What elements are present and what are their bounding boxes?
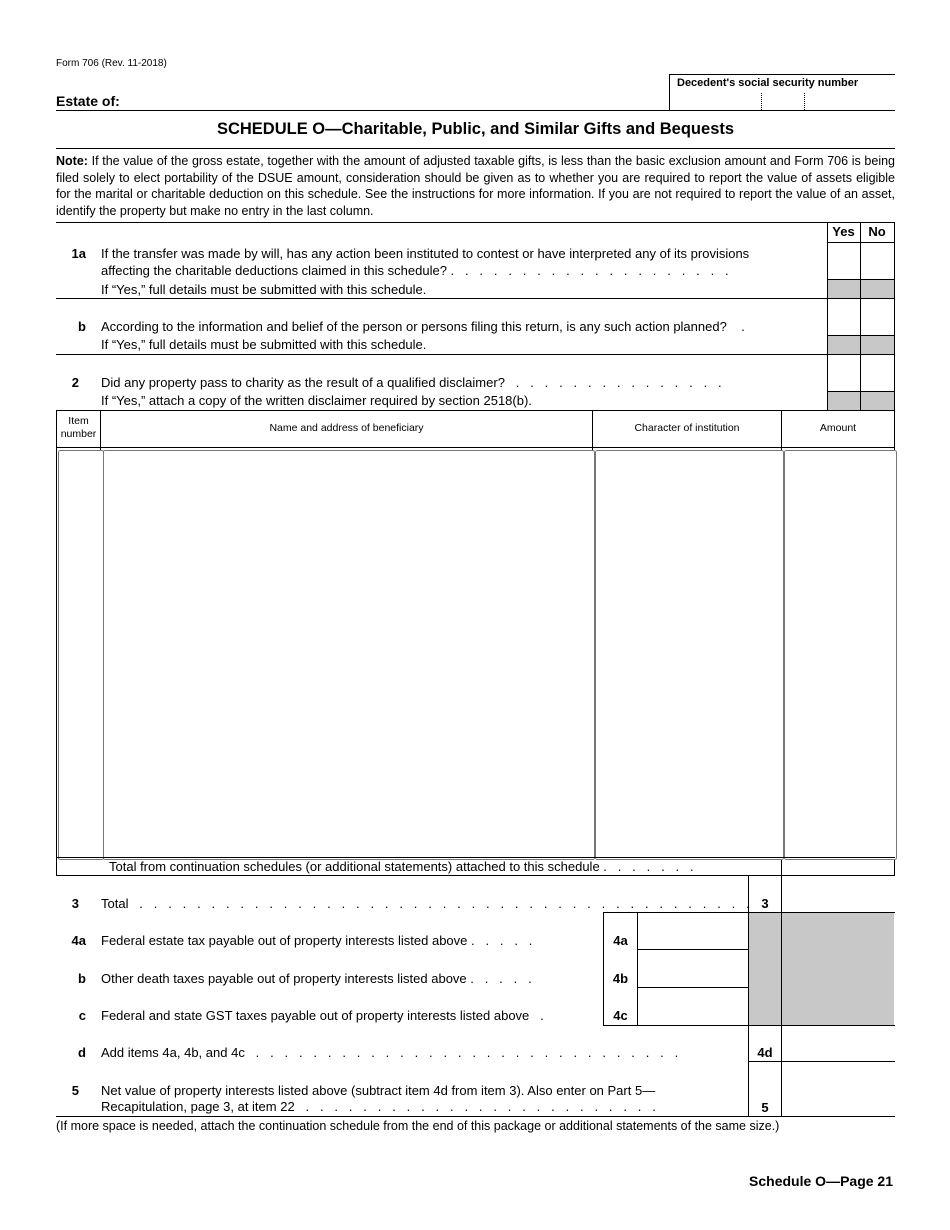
line4d-label: Add items 4a, 4b, and 4c . . . . . . . . . . . . . . . . . . . . . . . . . . . . . . <box>101 1045 679 1060</box>
q2-number: 2 <box>71 375 79 390</box>
q1b-line1: According to the information and belief of the person or persons filing this return, is any such action planned? . <box>101 319 745 334</box>
q1a-line2: affecting the charitable deductions claimed in this schedule? . . . . . . . . . . . . . . . . . . . . <box>101 263 729 278</box>
q1a-yes-box[interactable] <box>828 243 860 279</box>
estate-label: Estate of: <box>56 93 120 109</box>
line4b-label: Other death taxes payable out of property interests listed above . . . . . <box>101 971 532 986</box>
continuation-note: (If more space is needed, attach the continuation schedule from the end of this package or additional statements of the same size.) <box>56 1119 780 1133</box>
line4c-amount[interactable] <box>641 1005 745 1021</box>
col-character: Character of institution <box>634 422 740 434</box>
line4c-number: c <box>78 1008 86 1023</box>
continuation-total-text: Total from continuation schedules (or additional statements) attached to this schedule <box>109 859 600 874</box>
line5-text2: Recapitulation, page 3, at item 22 <box>101 1099 295 1114</box>
q2-no-box[interactable] <box>861 355 894 391</box>
line4b-number: b <box>78 971 86 986</box>
character-column-field[interactable] <box>595 450 784 860</box>
line3-label: Total . . . . . . . . . . . . . . . . . . . . . . . . . . . . . . . . . . . . . . . . . . . <box>101 896 750 911</box>
line3-amount[interactable] <box>785 893 891 909</box>
page-footer: Schedule O—Page 21 <box>749 1173 893 1189</box>
line4a-amount[interactable] <box>641 930 745 946</box>
line4d-box-label: 4d <box>757 1045 773 1060</box>
q1a-number: 1a <box>71 246 86 261</box>
page-title: SCHEDULE O—Charitable, Public, and Similar Gifts and Bequests <box>216 120 735 138</box>
q2-line3: If “Yes,” attach a copy of the written disclaimer required by section 2518(b). <box>101 393 532 408</box>
ssn-label: Decedent's social security number <box>677 77 859 89</box>
q1a-line2-text: affecting the charitable deductions claimed in this schedule? <box>101 263 447 278</box>
q1b-line3: If “Yes,” full details must be submitted with this schedule. <box>101 337 427 352</box>
line3-number: 3 <box>71 896 79 911</box>
q1b-yes-box[interactable] <box>828 299 860 335</box>
line4a-text: Federal estate tax payable out of property interests listed above <box>101 933 468 948</box>
estate-name-field[interactable] <box>135 93 665 109</box>
beneficiary-column-field[interactable] <box>103 450 595 860</box>
q1a-line3: If “Yes,” full details must be submitted with this schedule. <box>101 282 427 297</box>
line4d-text: Add items 4a, 4b, and 4c <box>101 1045 245 1060</box>
line4d-amount[interactable] <box>785 1042 891 1058</box>
continuation-total-amount[interactable] <box>784 859 891 873</box>
line4b-box-label: 4b <box>612 971 629 986</box>
item-number-column-field[interactable] <box>58 450 104 860</box>
note-label: Note: <box>56 154 88 168</box>
col-item-number: Item number <box>60 415 97 440</box>
line4a-number: 4a <box>71 933 86 948</box>
no-header: No <box>868 224 886 239</box>
line4d-number: d <box>78 1045 86 1060</box>
line4b-text: Other death taxes payable out of property interests listed above <box>101 971 467 986</box>
line4b-amount[interactable] <box>641 968 745 984</box>
q2-line1: Did any property pass to charity as the result of a qualified disclaimer? . . . . . . . . . . . . . . . <box>101 375 722 390</box>
line4c-text: Federal and state GST taxes payable out of property interests listed above <box>101 1008 530 1023</box>
line4c-box-label: 4c <box>613 1008 628 1023</box>
line4c-label: Federal and state GST taxes payable out of property interests listed above . <box>101 1008 544 1023</box>
line5-box-label: 5 <box>761 1100 769 1115</box>
q1a-line1: If the transfer was made by will, has any action been instituted to contest or have interpreted any of its provisions <box>101 246 750 261</box>
line5-text1: Net value of property interests listed above (subtract item 4d from item 3). Also enter on Part 5— <box>101 1083 656 1098</box>
col-amount: Amount <box>819 422 857 434</box>
line3-text: Total <box>101 896 129 911</box>
q1b-no-box[interactable] <box>861 299 894 335</box>
q2-yes-box[interactable] <box>828 355 860 391</box>
line5-amount[interactable] <box>785 1097 891 1113</box>
q1a-no-box[interactable] <box>861 243 894 279</box>
form-id: Form 706 (Rev. 11-2018) <box>56 58 167 69</box>
q1b-line1-text: According to the information and belief of the person or persons filing this return, is any such action planned? <box>101 319 727 334</box>
line4a-box-label: 4a <box>613 933 628 948</box>
ssn-field[interactable] <box>674 93 890 109</box>
amount-column-field[interactable] <box>784 450 897 860</box>
line5-number: 5 <box>71 1083 79 1098</box>
line5-label2: Recapitulation, page 3, at item 22 . . . . . . . . . . . . . . . . . . . . . . . . . <box>101 1099 656 1114</box>
note-text: If the value of the gross estate, together with the amount of adjusted taxable gifts, is less than the basic exclusion amount and Form 706 is being filed solely to elect portability of the DSUE amount, consideration should be given as to whether you are required to report the value of assets eligible for the marital or charitable deduction on this schedule. See the instructions for more information. If you are not required to report the value of an asset, identify the property but make no entry in the last column. <box>56 154 895 218</box>
note-paragraph <box>56 153 895 219</box>
yes-header: Yes <box>832 224 855 239</box>
col-name-address: Name and address of beneficiary <box>269 422 424 434</box>
q1b-number: b <box>78 319 86 334</box>
line4a-label: Federal estate tax payable out of property interests listed above . . . . . <box>101 933 533 948</box>
continuation-total-label: Total from continuation schedules (or additional statements) attached to this schedule . . . . . . . <box>109 859 694 874</box>
line3-box-label: 3 <box>761 896 769 911</box>
q2-line1-text: Did any property pass to charity as the result of a qualified disclaimer? <box>101 375 505 390</box>
